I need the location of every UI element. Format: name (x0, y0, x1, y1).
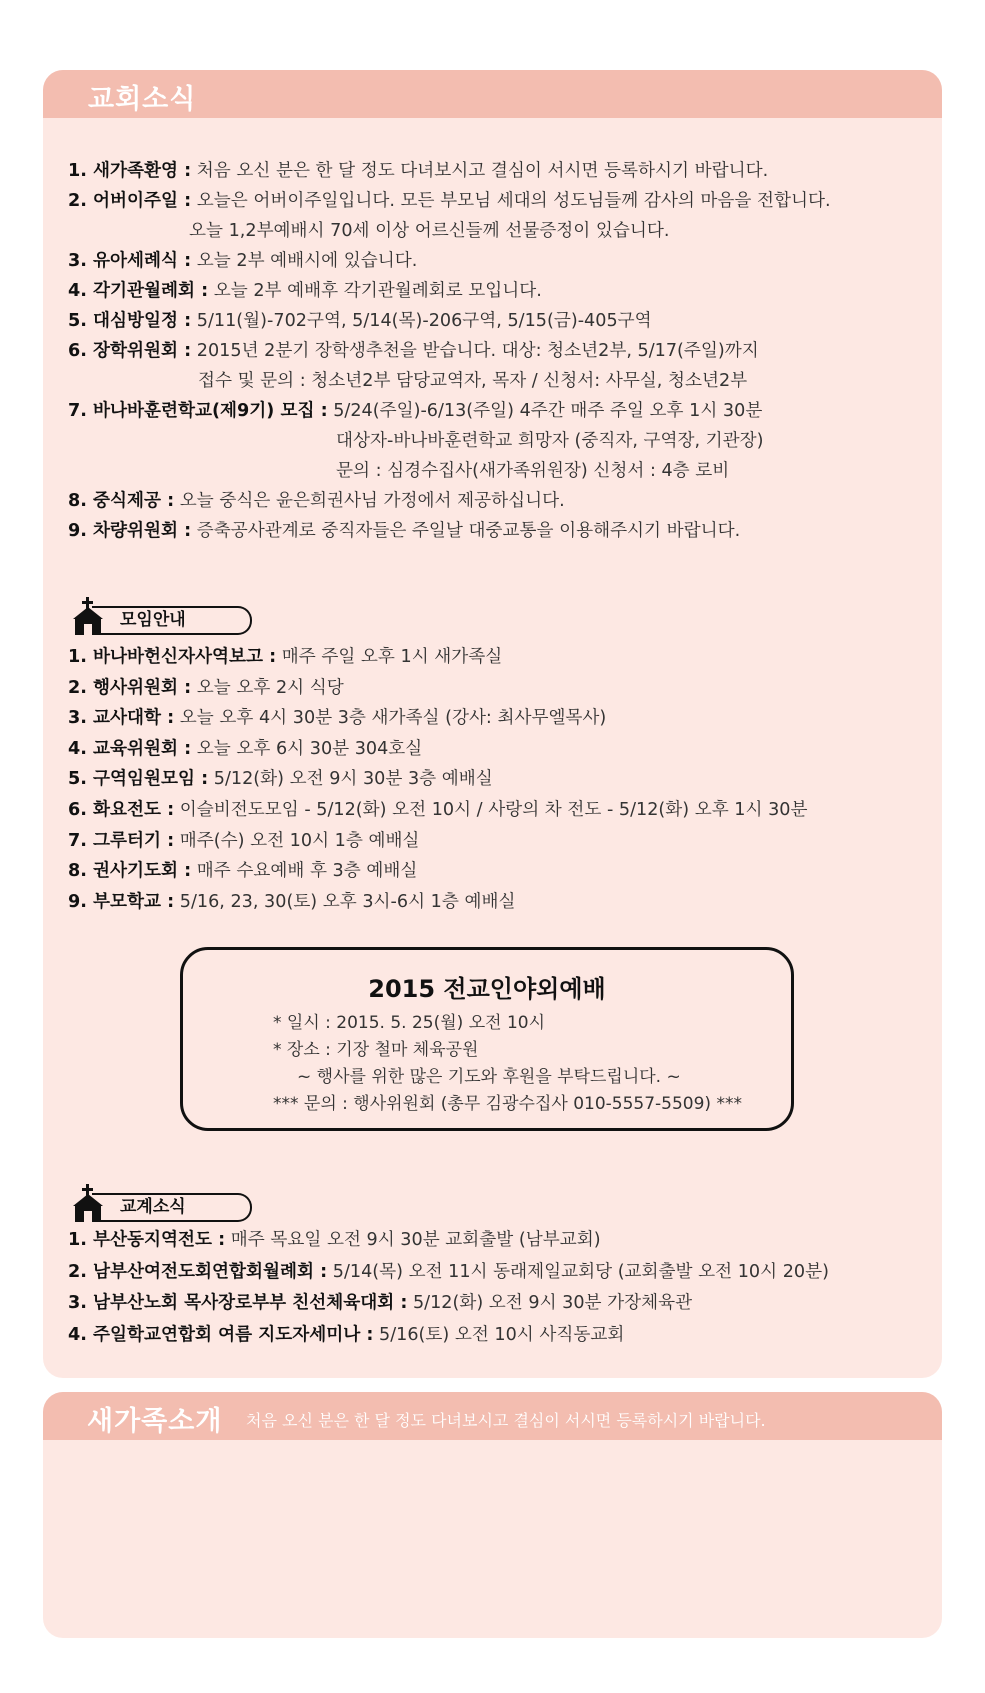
list-item: 2. 남부산여전도회연합회월례회 : 5/14(목) 오전 11시 동래제일교회당 (교회출발 오전 10시 20분) (68, 1261, 829, 1282)
list-item: 4. 교육위원회 : 오늘 오후 6시 30분 304호실 (68, 738, 423, 759)
list-item: 7. 바나바훈련학교(제9기) 모집 : 5/24(주일)-6/13(주일) 4주간 매주 주일 오후 1시 30분 (68, 401, 763, 421)
list-item: 2. 행사위원회 : 오늘 오후 2시 식당 (68, 677, 344, 698)
list-item: 1. 새가족환영 : 처음 오신 분은 한 달 정도 다녀보시고 결심이 서시면 등록하시기 바랍니다. (68, 161, 769, 181)
list-item: 1. 부산동지역전도 : 매주 목요일 오전 9시 30분 교회출발 (남부교회) (68, 1230, 601, 1250)
newcomers-note: 처음 오신 분은 한 달 정도 다녀보시고 결심이 서시면 등록하시기 바랍니다. (246, 1411, 766, 1430)
outdoor-service-title: 2015 전교인야외예배 (368, 975, 606, 1003)
list-item-continuation: 문의 : 심경수집사(새가족위원장) 신청서 : 4층 로비 (336, 461, 730, 481)
denomination-news-list (68, 1225, 829, 1351)
meetings-list (68, 642, 807, 917)
list-item: 3. 교사대학 : 오늘 오후 4시 30분 3층 새가족실 (강사: 최사무엘목사) (68, 708, 607, 729)
list-item: 5. 구역임원모임 : 5/12(화) 오전 9시 30분 3층 예배실 (68, 769, 493, 790)
church-news-list (68, 156, 831, 546)
church-news-title: 교회소식 (88, 84, 197, 115)
list-item: 9. 차량위원회 : 증축공사관계로 중직자들은 주일날 대중교통을 이용해주시기 바랍니다. (68, 521, 741, 541)
list-item: 9. 부모학교 : 5/16, 23, 30(토) 오후 3시-6시 1층 예배실 (68, 891, 516, 912)
denomination-news-pill (92, 1193, 252, 1222)
outdoor-service-box (180, 947, 794, 1131)
list-item: 8. 중식제공 : 오늘 중식은 윤은희권사님 가정에서 제공하십니다. (68, 491, 565, 511)
outdoor-service-request: ~ 행사를 위한 많은 기도와 후원을 부탁드립니다. ~ (297, 1067, 681, 1087)
list-item: 6. 장학위원회 : 2015년 2분기 장학생추천을 받습니다. 대상: 청소년2부, 5/17(주일)까지 (68, 341, 759, 361)
outdoor-service-contact: *** 문의 : 행사위원회 (총무 김광수집사 010-5557-5509) *** (273, 1094, 742, 1114)
list-item: 4. 각기관월례회 : 오늘 2부 예배후 각기관월례회로 모입니다. (68, 281, 542, 301)
list-item: 5. 대심방일정 : 5/11(월)-702구역, 5/14(목)-206구역, 5/15(금)-405구역 (68, 311, 652, 331)
list-item: 8. 권사기도회 : 매주 수요예배 후 3층 예배실 (68, 861, 418, 882)
meetings-title: 모임안내 (120, 610, 186, 630)
newcomers-header (43, 1392, 942, 1440)
list-item: 6. 화요전도 : 이슬비전도모임 - 5/12(화) 오전 10시 / 사랑의 차 전도 - 5/12(화) 오후 1시 30분 (68, 799, 808, 820)
newcomers-title: 새가족소개 (87, 1406, 223, 1437)
list-item-continuation: 대상자-바나바훈련학교 희망자 (중직자, 구역장, 기관장) (336, 431, 764, 451)
outdoor-service-place: * 장소 : 기장 철마 체육공원 (273, 1040, 479, 1060)
denomination-news-title: 교계소식 (120, 1197, 186, 1217)
church-news-panel (43, 70, 942, 1378)
list-item: 1. 바나바헌신자사역보고 : 매주 주일 오후 1시 새가족실 (68, 647, 503, 667)
list-item: 7. 그루터기 : 매주(수) 오전 10시 1층 예배실 (68, 830, 420, 851)
church-news-header (43, 70, 942, 118)
list-item: 2. 어버이주일 : 오늘은 어버이주일입니다. 모든 부모님 세대의 성도님들께 감사의 마음을 전합니다. (68, 191, 831, 211)
list-item: 4. 주일학교연합회 여름 지도자세미나 : 5/16(토) 오전 10시 사직동교회 (68, 1324, 625, 1345)
list-item: 3. 남부산노회 목사장로부부 친선체육대회 : 5/12(화) 오전 9시 30분 가장체육관 (68, 1293, 693, 1313)
list-item-continuation: 오늘 1,2부예배시 70세 이상 어르신들께 선물증정이 있습니다. (189, 221, 670, 241)
church-icon (70, 1184, 106, 1222)
newcomers-panel (43, 1392, 942, 1638)
church-icon (70, 597, 106, 635)
list-item-continuation: 접수 및 문의 : 청소년2부 담당교역자, 목자 / 신청서: 사무실, 청소년2부 (198, 371, 748, 391)
outdoor-service-date: * 일시 : 2015. 5. 25(월) 오전 10시 (273, 1013, 546, 1033)
list-item: 3. 유아세례식 : 오늘 2부 예배시에 있습니다. (68, 251, 418, 271)
meetings-pill (92, 606, 252, 635)
